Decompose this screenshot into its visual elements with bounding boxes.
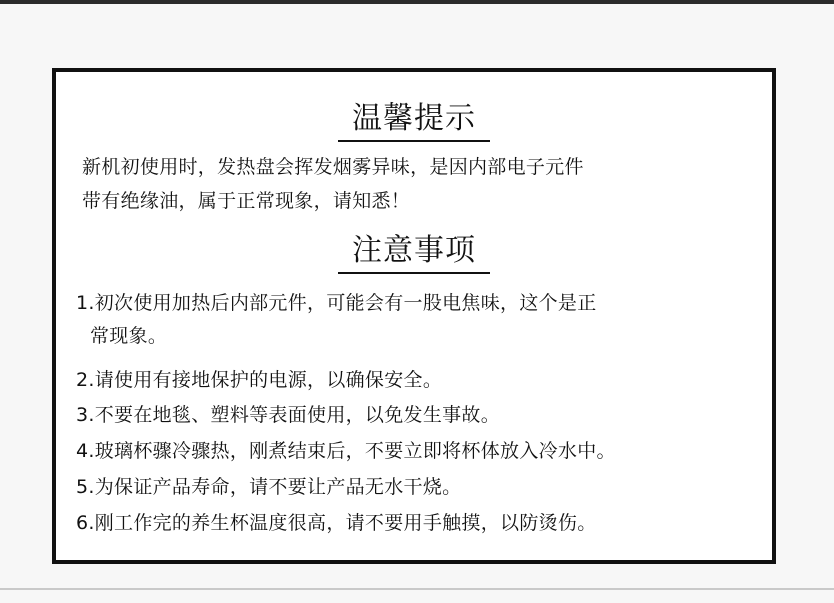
notes-title: 注意事项 [338, 234, 490, 274]
note-item-2: 2.请使用有接地保护的电源，以确保安全。 [76, 369, 443, 391]
note-item-4: 4.玻璃杯骤冷骤热，刚煮结束后，不要立即将杯体放入冷水中。 [76, 440, 616, 462]
note-item-3: 3.不要在地毯、塑料等表面使用，以免发生事故。 [76, 404, 501, 426]
note-item-1: 1.初次使用加热后内部元件，可能会有一股电焦味，这个是正 [76, 292, 597, 314]
tips-line-1: 新机初使用时，发热盘会挥发烟雾异味，是因内部电子元件 [82, 156, 584, 178]
note-item-5: 5.为保证产品寿命，请不要让产品无水干烧。 [76, 476, 462, 498]
notice-card [52, 68, 776, 564]
bottom-divider [0, 588, 834, 590]
tips-title: 温馨提示 [338, 102, 490, 142]
note-item-6: 6.刚工作完的养生杯温度很高，请不要用手触摸，以防烫伤。 [76, 512, 597, 534]
notes-heading [56, 234, 772, 274]
top-divider [0, 0, 834, 4]
note-item-1-continued: 常现象。 [90, 325, 168, 347]
tips-line-2: 带有绝缘油，属于正常现象，请知悉！ [82, 190, 411, 212]
tips-heading [56, 102, 772, 142]
